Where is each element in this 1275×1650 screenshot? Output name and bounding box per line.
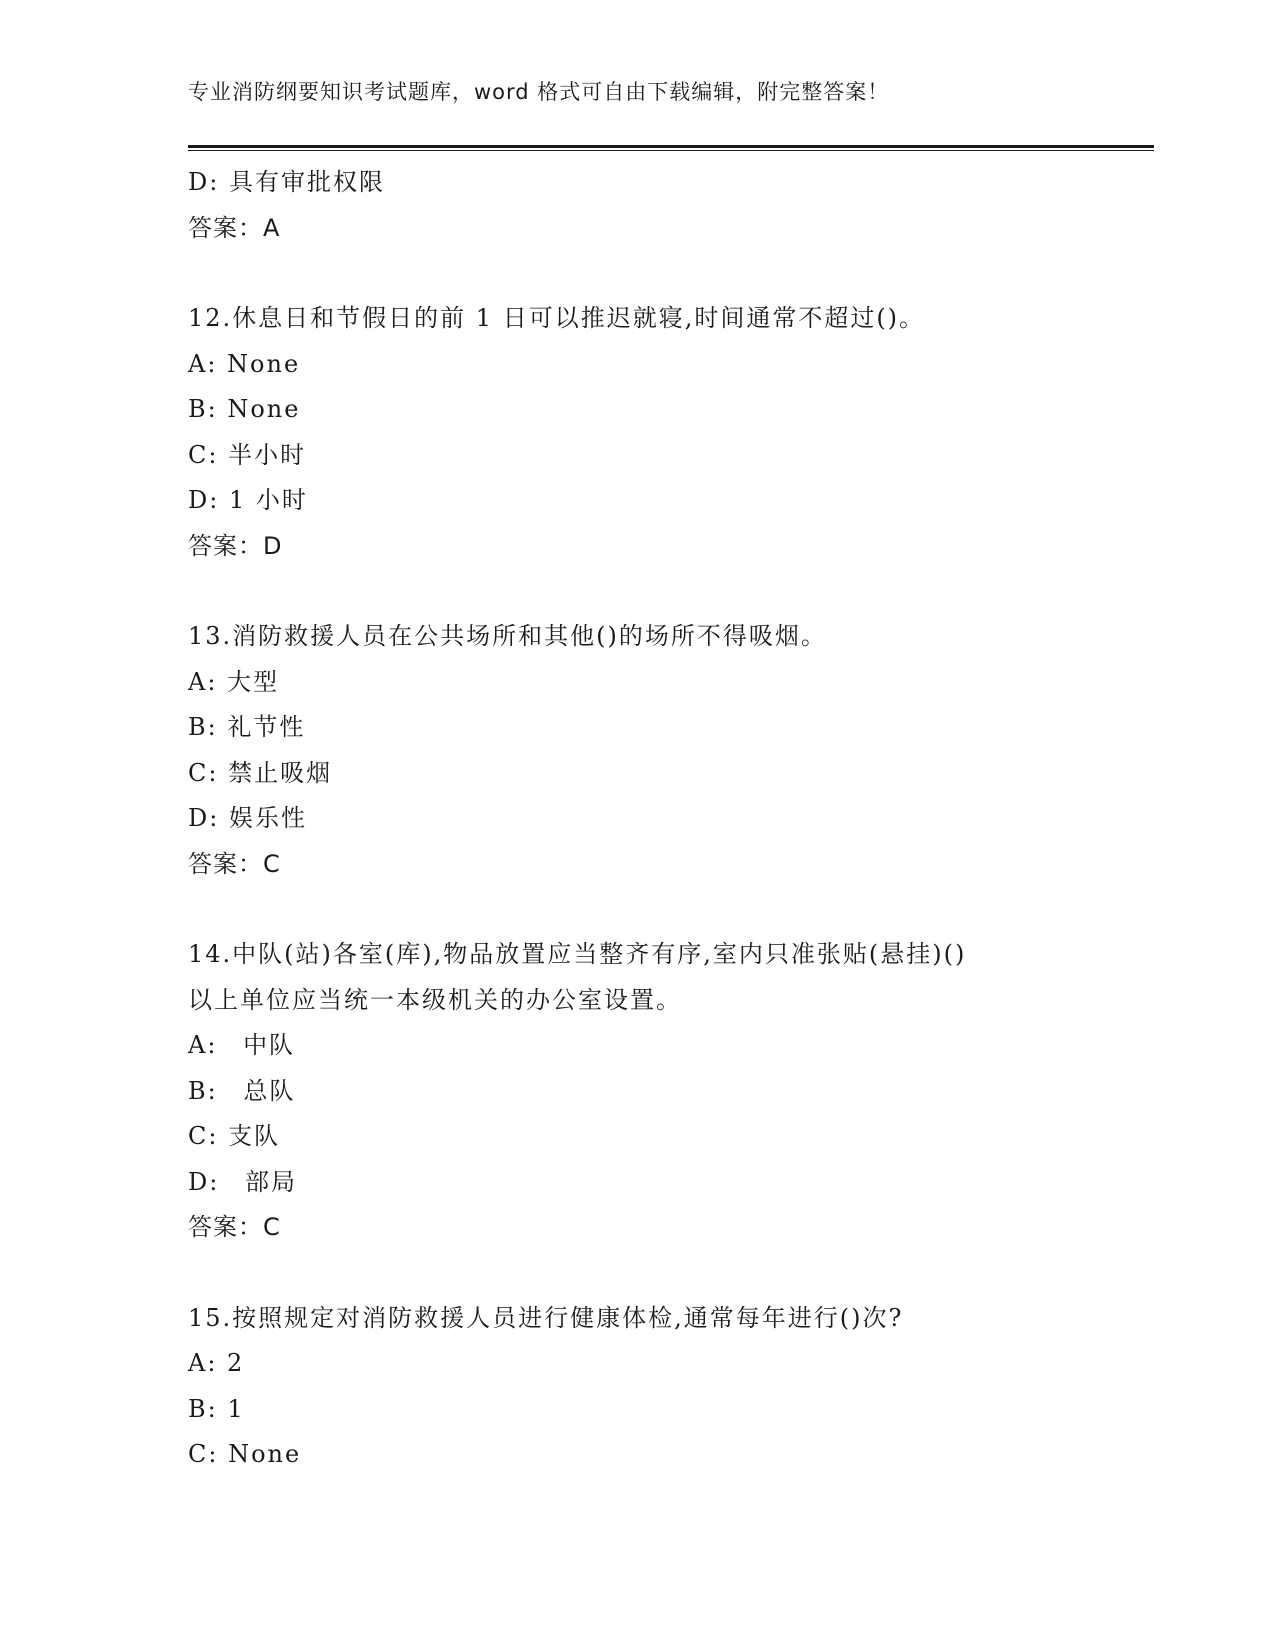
option-a — [188, 1023, 1088, 1069]
question-stem: 12.休息日和节假日的前 1 日可以推迟就寝,时间通常不超过()。 — [188, 304, 926, 332]
question-13 — [188, 614, 1088, 887]
prev-answer: 答案：A — [188, 213, 281, 242]
option-d — [188, 1160, 1088, 1206]
option-c: C: 禁止吸烟 — [188, 758, 333, 787]
question-list — [188, 160, 1088, 1478]
option-c: C: None — [188, 1440, 302, 1468]
option-c: C: 支队 — [188, 1122, 281, 1150]
question-stem-line-1: 14.中队(站)各室(库),物品放置应当整齐有序,室内只准张贴(悬挂)() — [188, 940, 967, 968]
option-b: B: 礼节性 — [188, 713, 306, 741]
option-b: B: 1 — [188, 1394, 245, 1423]
option-d-text: 部局 — [244, 1167, 297, 1196]
answer: 答案：D — [188, 531, 283, 560]
question-stem: 13.消防救援人员在公共场所和其他()的场所不得吸烟。 — [188, 622, 827, 650]
option-c: C: 半小时 — [188, 440, 307, 469]
option-d: D: 1 小时 — [188, 486, 308, 514]
question-15 — [188, 1296, 1088, 1478]
question-stem: 15.按照规定对消防救援人员进行健康体检,通常每年进行()次? — [188, 1303, 904, 1332]
header-rule-thick — [188, 145, 1154, 148]
option-b: B: None — [188, 395, 301, 423]
answer: 答案：C — [188, 849, 281, 878]
question-12 — [188, 296, 1088, 569]
option-a-text: 中队 — [243, 1031, 296, 1059]
question-14 — [188, 932, 1088, 1251]
option-a: A: 2 — [188, 1349, 245, 1377]
page-header: 专业消防纲要知识考试题库，word 格式可自由下载编辑，附完整答案！ — [188, 80, 890, 104]
option-d-label: D: — [188, 1167, 220, 1196]
option-a-label: A: — [188, 1031, 218, 1059]
prev-option-d: D: 具有审批权限 — [188, 168, 385, 196]
option-a: A: 大型 — [188, 667, 280, 696]
answer: 答案：C — [188, 1213, 281, 1241]
question-stem-line-2: 以上单位应当统一本级机关的办公室设置。 — [188, 985, 682, 1014]
option-a: A: None — [188, 349, 301, 378]
option-b-text: 总队 — [243, 1076, 296, 1105]
option-b-label: B: — [188, 1076, 218, 1105]
option-b — [188, 1069, 1088, 1115]
option-d: D: 娱乐性 — [188, 804, 307, 832]
header-rule-thin — [188, 150, 1154, 151]
